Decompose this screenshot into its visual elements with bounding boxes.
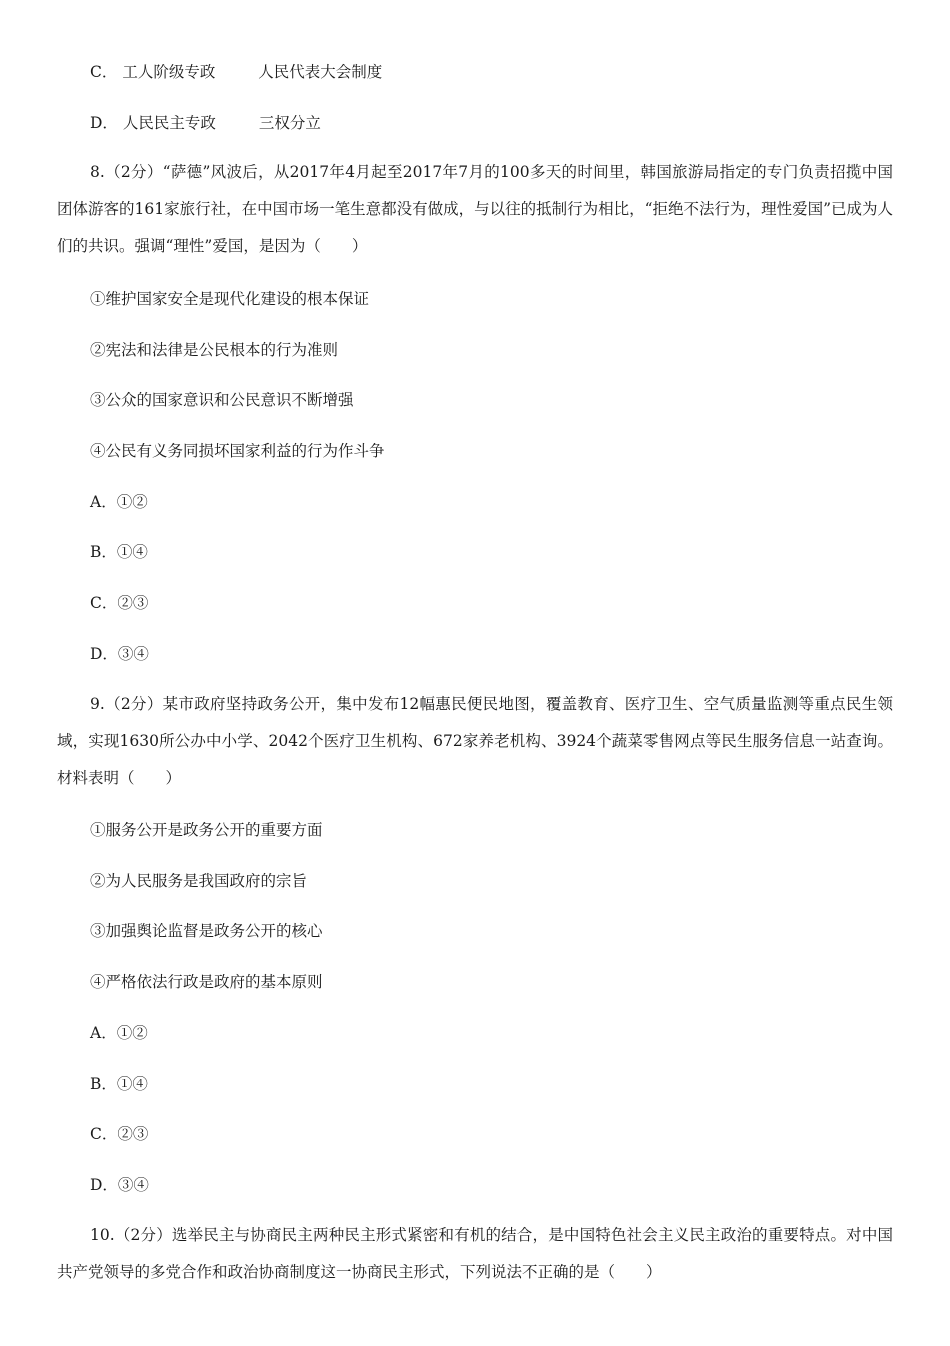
q8-statement-3: ③公众的国家意识和公民意识不断增强	[90, 391, 354, 409]
q7-option-d-col2: 三权分立	[258, 114, 321, 132]
q7-option-c-col2: 人民代表大会制度	[258, 63, 383, 81]
q7-option-c-label: C．	[90, 63, 118, 81]
q9-option-b[interactable]: B．①④	[90, 1075, 148, 1093]
q9-stem: 9.（2分）某市政府坚持政务公开，集中发布12幅惠民便民地图，覆盖教育、医疗卫生、空气质量监测等重点民生领域，实现1630所公办中小学、2042个医疗卫生机构、672家养老机构、3924个蔬菜零售网点等民生服务信息一站查询。材料表明（ ）	[57, 695, 893, 787]
q9-statement-1: ①服务公开是政务公开的重要方面	[90, 821, 323, 839]
q7-option-c-col1: 工人阶级专政	[122, 63, 216, 81]
q7-option-d-col1: 人民民主专政	[122, 114, 216, 132]
q9-option-c[interactable]: C．②③	[90, 1125, 149, 1143]
q8-option-c[interactable]: C．②③	[90, 594, 149, 612]
q8-option-b[interactable]: B．①④	[90, 543, 148, 561]
q7-option-d-label: D．	[90, 114, 118, 132]
q8-statement-2: ②宪法和法律是公民根本的行为准则	[90, 341, 339, 359]
q9-option-d[interactable]: D．③④	[90, 1176, 149, 1194]
q8-statement-4: ④公民有义务同损坏国家利益的行为作斗争	[90, 442, 385, 460]
q8-option-d[interactable]: D．③④	[90, 645, 149, 663]
q7-option-c[interactable]	[90, 62, 382, 82]
q8-statement-1: ①维护国家安全是现代化建设的根本保证	[90, 290, 370, 308]
q8-stem: 8.（2分）“萨德”风波后，从2017年4月起至2017年7月的100多天的时间里，韩国旅游局指定的专门负责招揽中国团体游客的161家旅行社，在中国市场一笔生意都没有做成，与以往的抵制行为相比，“拒绝不法行为，理性爱国”已成为人们的共识。强调“理性”爱国，是因为（ ）	[57, 163, 893, 255]
q8-option-a[interactable]: A．①②	[90, 493, 148, 511]
q9-statement-3: ③加强舆论监督是政务公开的核心	[90, 922, 323, 940]
q9-statement-2: ②为人民服务是我国政府的宗旨	[90, 872, 308, 890]
q10-stem: 10.（2分）选举民主与协商民主两种民主形式紧密和有机的结合，是中国特色社会主义民主政治的重要特点。对中国共产党领导的多党合作和政治协商制度这一协商民主形式，下列说法不正确的是（ ）	[57, 1226, 893, 1281]
q9-option-a[interactable]: A．①②	[90, 1024, 148, 1042]
q7-option-d[interactable]	[90, 113, 321, 133]
q9-statement-4: ④严格依法行政是政府的基本原则	[90, 973, 323, 991]
